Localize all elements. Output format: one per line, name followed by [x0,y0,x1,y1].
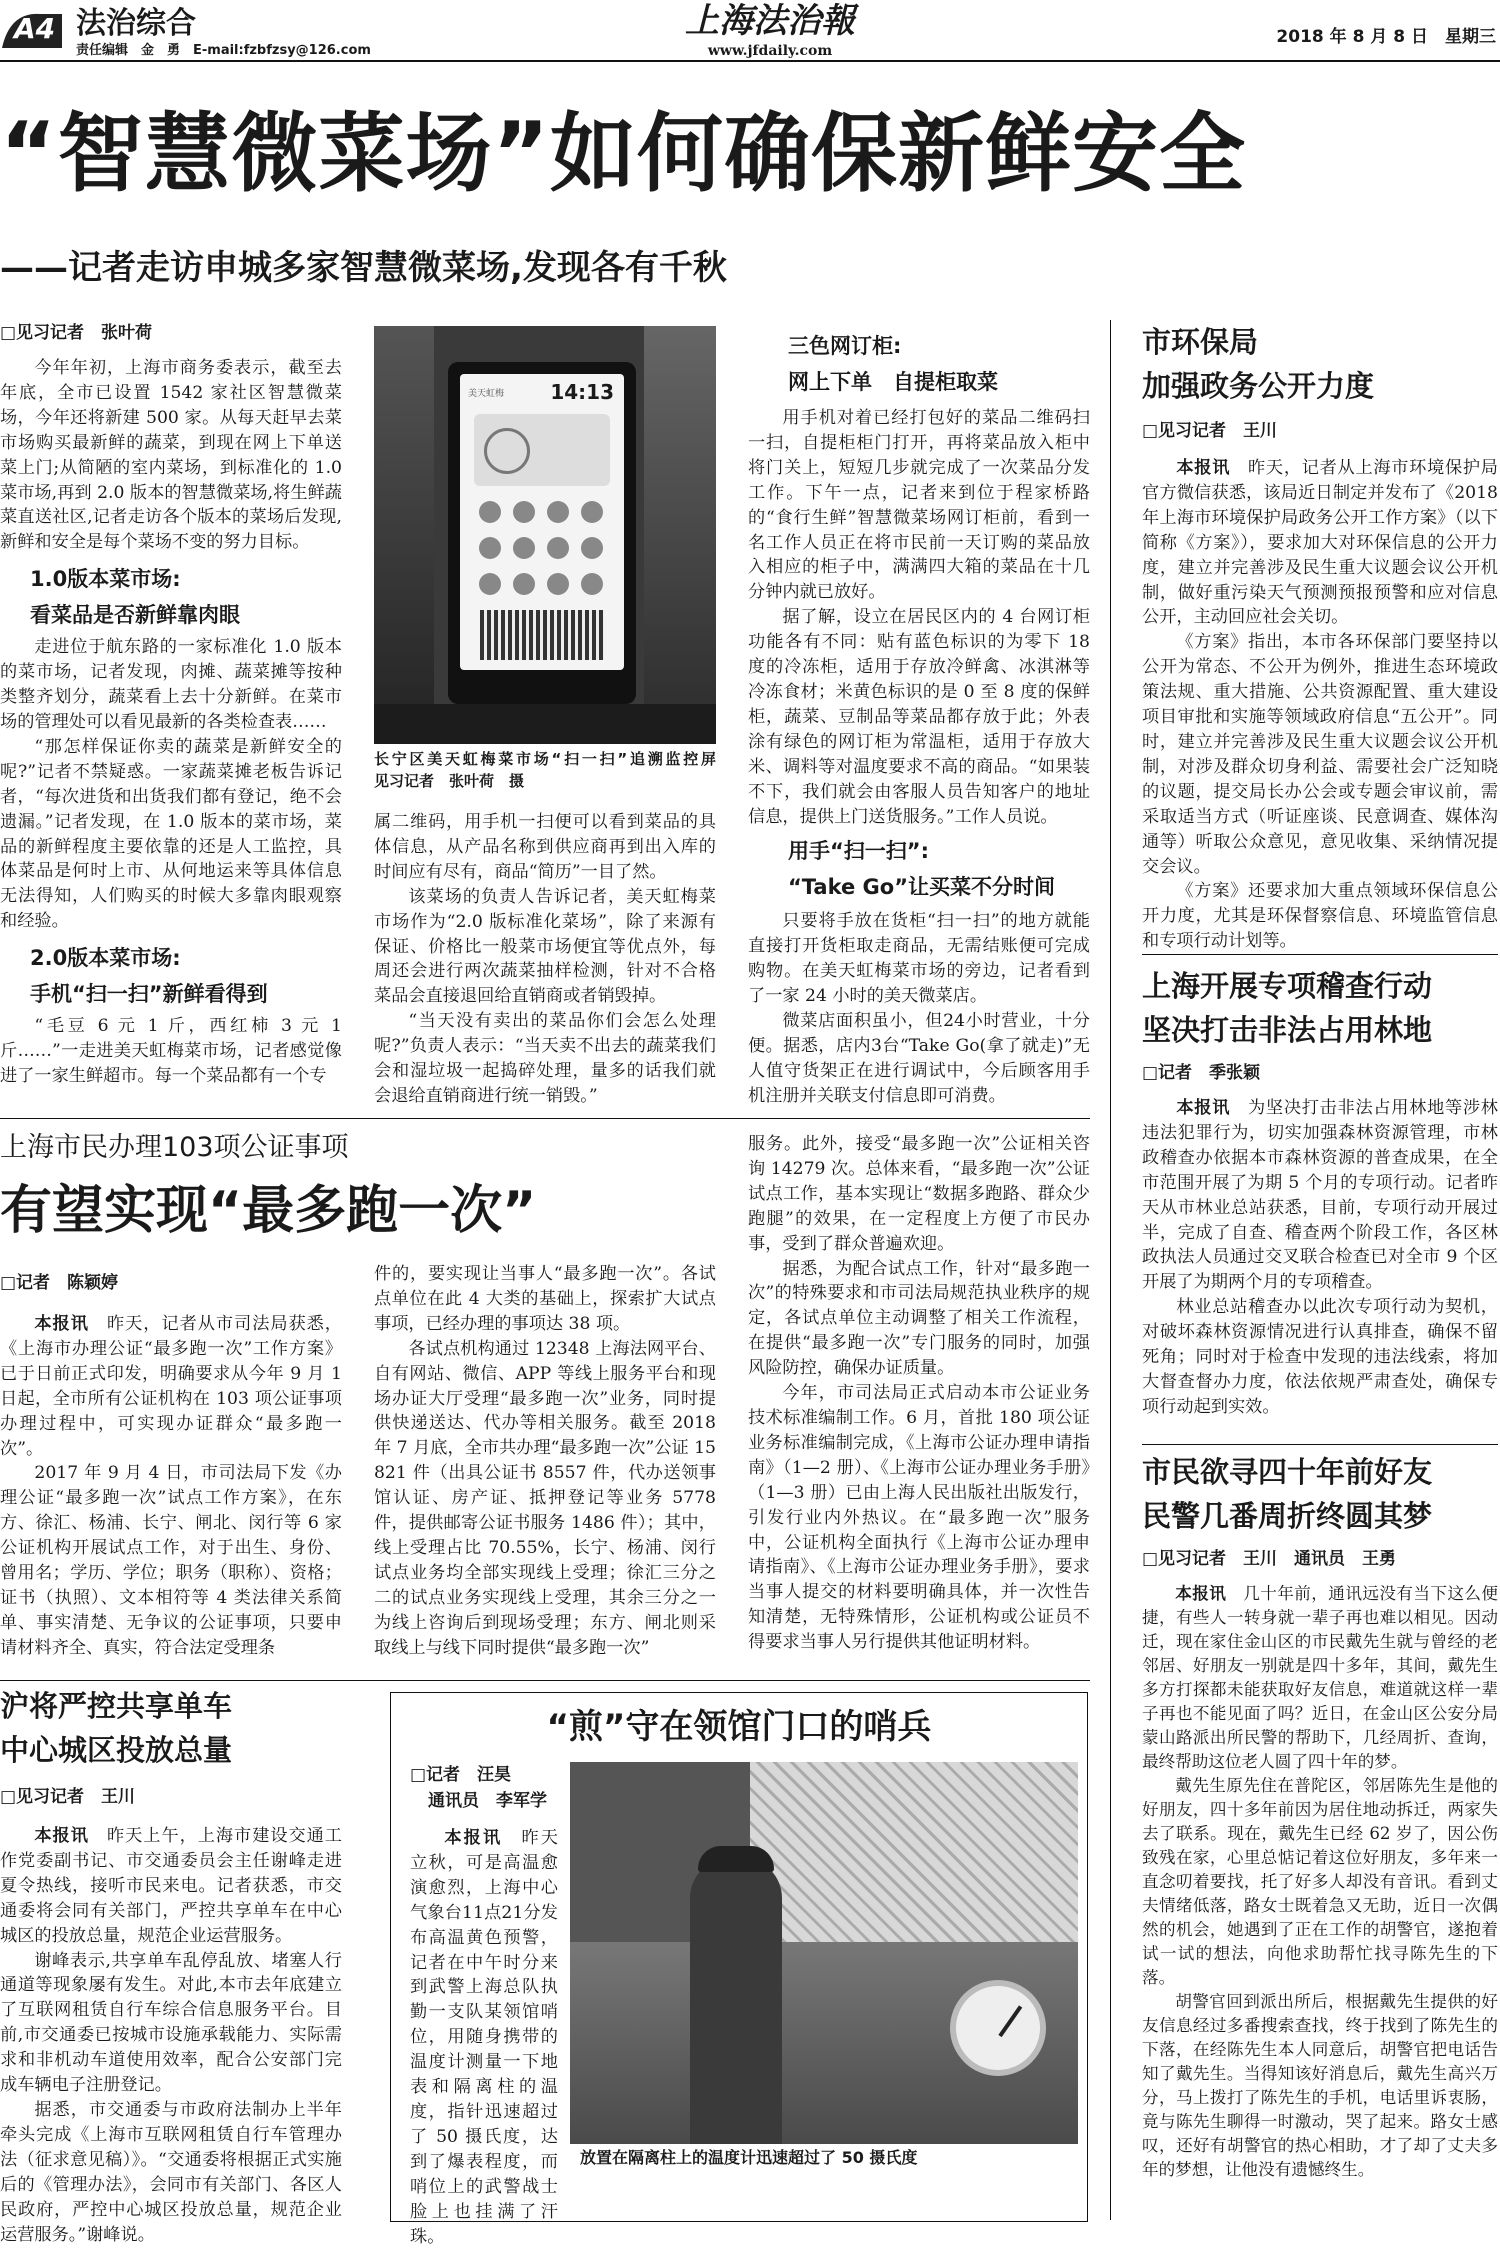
lead-label: 本报讯 [444,1828,503,1848]
screen-icon-grid [474,498,610,598]
right-article-2 [1142,964,1498,1420]
thermometer-needle [998,2005,1022,2037]
lead-label: 本报讯 [1176,1098,1231,1118]
banner-logo-icon [484,428,530,474]
friend-title-1: 市民欲寻四十年前好友 [1142,1455,1433,1489]
paragraph: 今年，市司法局正式启动本市公证业务技术标准编制工作。6 月，首批 180 项公证业务标准编制完成，《上海市公证办理申请指南》（1—2 册）、《上海市公证办理业务手册》（1—3 册）已由上海人民出版社出版发行，引发行业内外热议。在“最多跑一次”服务中，公证机构全面执行《上海市公证办理申请指南》、《上海市公证办理业务手册》，要求当事人提交的材料要明确具体，并一次性告知清楚，无特殊情形，公证机构或公证员不得要求当事人另行提供其他证明材料。 [748,1383,1090,1653]
paragraph: 昨天立秋，可是高温愈演愈烈，上海中心气象台11点21分发布高温黄色预警，记者在中午时分来到武警上海总队执勤一支队某领馆哨位，用随身携带的温度计测量一下地表和隔离柱的温度，指针迅速超过了 50 摄氏度，达到了爆表程度，而哨位上的武警战士脸上也挂满了汗珠。 [410,1828,558,2247]
caption-text: 长宁区美天虹梅菜市场“扫一扫”追溯监控屏 见习记者 张叶荷 摄 [374,750,777,790]
sentry-figure [690,1858,782,2172]
section-title: 法治综合 [76,6,196,41]
subhead-2a: 2.0版本菜市场: [30,946,181,971]
bike-text [0,1824,342,2247]
subhead-4a: 用手“扫一扫”: [788,839,930,864]
sentry-cap [698,1846,774,1872]
paragraph: 《方案》指出，本市各环保部门要坚持以公开为常态、不公开为例外，推进生态环境政策法规、重大措施、公共资源配置、重大建设项目审批和实施等领域政府信息“五公开”。同时，建立并完善涉及民生重大议题会议公开机制，对涉及群众切身利益、需要社会广泛知晓的议题，提交局长办公会或专题会审议前，需采取适当方式（听证座谈、民意调查、媒体沟通等）听取公众意见，意见收集、采纳情况提交会议。 [1142,632,1498,877]
screen-qr-icon [480,610,604,660]
main-byline: □见习记者 张叶荷 [0,323,153,343]
env-text [1142,456,1498,954]
paragraph: 据了解，设立在居民区内的 4 台网订柜功能各有不同：贴有蓝色标识的为零下 18 度的冷冻柜，适用于存放冷鲜禽、冰淇淋等冷冻食材；米黄色标识的是 0 至 8 度的保鲜柜，蔬菜、豆制品等菜品都存放于此；外表涂有绿色的网订柜为常温柜，适用于存放大米、调料等对温度要求不高的商品。“如果装不下，我们就会由客服人员告知客户的地址信息，提供上门送货服务。”工作人员说。 [748,607,1090,827]
screen-title: 美天虹梅 [468,389,505,399]
right-article-1 [1142,320,1498,954]
sentry-photo [570,1762,1078,2172]
subhead-1a: 1.0版本菜市场: [30,567,181,592]
forest-title-1: 上海开展专项稽查行动 [1142,969,1433,1003]
paragraph: 微菜店面积虽小，但24小时营业，十分便。据悉，店内3台“Take Go(拿了就走)”无人值守货架正在进行调试中，今后顾客用手机注册并关联支付信息即可消费。 [748,1011,1090,1106]
main-text-col1 [0,356,342,555]
friend-title-2: 民警几番周折终圆其梦 [1142,1499,1433,1533]
header-rule [0,60,1500,62]
main-text-col1-c [0,1014,342,1089]
paragraph: 该菜场的负责人告诉记者，美天虹梅菜市场作为“2.0 版标准化菜场”，除了来源有保证、价格比一般菜市场便宜等优点外，每周还会进行两次蔬菜抽样检测，针对不合格菜品会直接退回给直销商或者销毁掉。 [374,886,716,1007]
issue-date: 2018 年 8 月 8 日 星期三 [1276,27,1496,47]
env-title-1: 市环保局 [1142,325,1259,359]
paragraph: “当天没有卖出的菜品你们会怎么处理呢?”负责人表示：“当天卖不出去的蔬菜我们会和湿垃圾一起捣碎处理，量多的话我们就会退给直销商进行统一销毁。” [374,1011,716,1106]
divider-right-1 [1142,954,1498,955]
paragraph: 胡警官回到派出所后，根据戴先生提供的好友信息经过多番搜索查找，终于找到了陈先生的下落，在经陈先生本人同意后，胡警官把电话告知了戴先生。当得知该好消息后，戴先生高兴万分，马上拨打了陈先生的手机，电话里诉衷肠，竟与陈先生聊得一时激动，哭了起来。路女士感叹，还好有胡警官的热心相助，才了却了丈夫多年的梦想，让他没有遗憾终生。 [1142,1992,1498,2179]
bike-byline: □见习记者 王川 [0,1787,136,1807]
website-url: www.jfdaily.com [707,43,833,59]
paragraph: 戴先生原先住在普陀区，邻居陈先生是他的好朋友，四十多年前因为居住地动拆迁，两家失去了联系。现在，戴先生已经 62 岁了，因公伤致残在家，心里总惦记着这位好朋友，多年来一直念叨着要找，托了好多人却没有音讯。看到丈夫情绪低落，路女士既着急又无助，近日一次偶然的机会，她遇到了正在工作的胡警官，遂抱着试一试的想法，向他求助帮忙找寻陈先生的下落。 [1142,1776,1498,1987]
main-text-col1-b [0,635,342,934]
heat-byline-1: □记者 汪昊 [410,1765,512,1785]
divider-main-bottom [0,1118,1090,1119]
notary-kicker: 上海市民办理103项公证事项 [0,1132,349,1163]
page-number: A4 [14,12,56,45]
screen-banner [474,414,610,486]
screen-icons [474,498,610,598]
divider-right-column [1110,320,1111,2220]
heat-text [410,1826,558,2249]
bike-title-1: 沪将严控共享单车 [0,1689,233,1723]
forest-title-2: 坚决打击非法占用林地 [1142,1013,1433,1047]
paragraph: 林业总站稽查办以此次专项行动为契机，对破坏森林资源情况进行认真排查，确保不留死角；同时对于检查中发现的违法线索，将加大督查督办力度，依法依规严肃查处，确保专项行动起到实效。 [1142,1297,1498,1417]
env-title-2: 加强政务公开力度 [1142,369,1375,403]
subhead-1b: 看菜品是否新鲜靠肉眼 [30,603,240,628]
env-byline: □见习记者 王川 [1142,421,1278,441]
main-headline: “智慧微菜场”如何确保新鲜安全 [0,104,1247,204]
sentry-photo-caption: 放置在隔离柱上的温度计迅速超过了 50 摄氏度 [580,2148,918,2167]
main-text-col3 [748,406,1090,829]
lead-label: 本报讯 [34,1826,89,1846]
notary-col3 [748,1132,1090,1655]
divider-notary-bottom [0,1680,1090,1681]
notary-headline: 有望实现“最多跑一次” [0,1181,537,1241]
notary-col1 [0,1312,342,1661]
right-article-3 [1142,1450,1498,2182]
paragraph: 几十年前，通讯远没有当下这么便捷，有些人一转身就一辈子再也难以相见。因动迁，现在家住金山区的市民戴先生就与曾经的老邻居、好朋友一别就是四十多年，其间，戴先生多方打探都未能获取好友信息，难道就这样一辈子再也不能见面了吗？近日，在金山区公安分局蒙山路派出所民警的帮助下，几经周折、查询，最终帮助这位老人圆了四十年的梦。 [1142,1584,1499,1771]
bike-title-2: 中心城区投放总量 [0,1733,233,1767]
lead-label: 本报讯 [34,1314,89,1334]
main-article-col3 [748,330,1090,1109]
paragraph: 今年年初，上海市商务委表示，截至去年底，全市已设置 1542 家社区智慧微菜场，今年还将新建 500 家。从每天赶早去菜市场购买最新鲜的蔬菜，到现在网上下单送菜上门;从简陋的室内菜场，到标准化的 1.0 菜市场,再到 2.0 版本的智慧微菜场,将生鲜蔬菜直送社区,记者走访各个版本的菜场后发现,新鲜和安全是每个菜场不变的努力目标。 [0,358,342,553]
paragraph: 据悉，为配合试点工作，针对“最多跑一次”的特殊要求和市司法局规范执业秩序的规定，各试点单位主动调整了相关工作流程，在提供“最多跑一次”专门服务的同时，加强风险防控，确保办证质量。 [748,1258,1090,1379]
main-text-col2 [374,810,716,1109]
photo-left-shelf [374,326,434,744]
editor-line: 责任编辑 金 勇 E-mail:fzbfzsy@126.com [76,43,371,58]
paragraph: “毛豆 6 元 1 斤，西红柿 3 元 1 斤……”一走进美天虹梅菜市场，记者感觉像进了一家生鲜超市。每一个菜品都有一个专 [0,1016,342,1086]
forest-text [1142,1096,1498,1420]
photo-floor [374,704,716,744]
masthead: 上海法治報 [685,1,855,41]
lead-label: 本报讯 [1176,458,1231,478]
paragraph: 走进位于航东路的一家标准化 1.0 版本的菜市场，记者发现，肉摊、蔬菜摊等按种类整齐划分，蔬菜看上去十分新鲜。在菜市场的管理处可以看见最新的各类检查表…… [0,637,342,732]
heat-title: “煎”守在领馆门口的哨兵 [546,1707,932,1747]
friend-text [1142,1582,1498,2182]
divider-right-2 [1142,1444,1498,1445]
subhead-4b: “Take Go”让买菜不分时间 [788,875,1056,900]
paragraph: 据悉，市交通委与市政府法制办上半年牵头完成《上海市互联网租赁自行车管理办法（征求意见稿）》。“交通委将根据正式实施后的《管理办法》，会同市有关部门、各区人民政府，严控中心城区投放总量，规范企业运营服务。”谢峰说。 [0,2099,342,2245]
paragraph: 各试点机构通过 12348 上海法网平台、自有网站、微信、APP 等线上服务平台和现场办证大厅受理“最多跑一次”业务，同时提供快递送达、代办等相关服务。截至 2018 年 7 月底，全市共办理“最多跑一次”公证 15821 件（出具公证书 8557 件，代办送领事馆认证、房产证、抵押登记等业务 5778 件，提供邮寄公证书服务 1486 件）；其中，线上受理占比 70.55%，长宁、杨浦、闵行试点业务均全部实现线上受理；徐汇三分之二的试点业务实现线上受理，其余三分之一为线上咨询后到现场受理；东方、闸北则采取线上与线下同时提供“最多跑一次” [374,1338,716,1658]
lead-label: 本报讯 [1175,1584,1227,1603]
notary-byline: □记者 陈颖婷 [0,1273,119,1293]
notary-col2 [374,1262,716,1661]
paragraph: 《方案》还要求加大重点领域环保信息公开力度，尤其是环保督察信息、环境监管信息和专项行动计划等。 [1142,881,1498,952]
paragraph: “那怎样保证你卖的蔬菜是新鲜安全的呢?”记者不禁疑惑。一家蔬菜摊老板告诉记者，“每次进货和出货我们都有登记，绝不会遗漏。”记者发现，在 1.0 版本的菜市场，菜品的新鲜程度主要依靠的还是人工监控，具体菜品是何时上市、从何地运来等具体信息无法得知，人们购买的时候大多靠肉眼观察和经验。 [0,736,342,932]
photo-right-shelf [644,326,716,744]
main-article-col1 [0,320,342,1089]
paragraph: 用手机对着已经打包好的菜品二维码扫一扫，自提柜柜门打开，再将菜品放入柜中将门关上，短短几步就完成了一次菜品分发工作。下午一点，记者来到位于程家桥路的“食行生鲜”智慧微菜场网订柜前，看到一名工作人员正在将市民前一天订购的菜品放入相应的柜子中，满满四大箱的菜品在十几分钟内就已放好。 [748,408,1090,603]
screen-time: 14:13 [550,380,614,404]
paragraph: 昨天上午，上海市建设交通工作党委副书记、市交通委员会主任谢峰走进夏令热线，接听市民来电。记者获悉，市交通委将会同有关部门，严控共享单车在中心城区的投放总量，规范企业运营服务。 [0,1826,342,1946]
paragraph: 昨天，记者从上海市环境保护局官方微信获悉，该局近日制定并发布了《2018 年上海市环境保护局政务公开工作方案》（以下简称《方案》），要求加大对环保信息的公开力度，建立并完善涉及民生重大议题会议公开机制，做好重污染天气预测预报预警和应对信息公开，主动回应社会关切。 [1142,458,1498,628]
main-text-col3-b [748,909,1090,1108]
subhead-2b: 手机“扫一扫”新鲜看得到 [30,982,268,1007]
thermometer-icon [950,1980,1046,2076]
paragraph: 只要将手放在货柜“扫一扫”的地方就能直接打开货柜取走商品，无需结账便可完成购物。在美天虹梅菜市场的旁边，记者看到了一家 24 小时的美天微菜店。 [748,911,1090,1007]
forest-byline: □记者 季张颖 [1142,1063,1261,1083]
market-photo [374,326,716,744]
friend-byline: □见习记者 王川 通讯员 王勇 [1142,1549,1397,1569]
paragraph: 2017 年 9 月 4 日，市司法局下发《办理公证“最多跑一次”试点工作方案》，在东方、徐汇、杨浦、长宁、闸北、闵行等 6 家公证机构开展试点工作，对于出生、身份、曾用名；学历、学位；职务（职称）、资格；证书（执照）、文本相符等 4 类法律关系简单、事实清楚、无争议的公证事项，只要申请材料齐全、真实，符合法定受理条 [0,1463,342,1658]
subhead-3b: 网上下单 自提柜取菜 [788,370,998,394]
paragraph: 件的，要实现让当事人“最多跑一次”。各试点单位在此 4 大类的基础上，探索扩大试点事项，已经办理的事项达 38 项。 [374,1264,716,1334]
subhead-3a: 三色网订柜: [788,334,902,358]
paragraph: 属二维码，用手机一扫便可以看到菜品的具体信息，从产品名称到供应商再到出入库的时间应有尽有，商品“简历”一目了然。 [374,812,716,882]
paragraph: 昨天，记者从市司法局获悉，《上海市办理公证“最多跑一次”工作方案》已于日前正式印发，明确要求从今年 9 月 1 日起，全市所有公证机构在 103 项公证事项办理过程中，可实现办证群众“最多跑一次”。 [0,1314,342,1459]
page-number-badge [0,8,66,50]
market-photo-caption [374,748,777,792]
paragraph: 谢峰表示,共享单车乱停乱放、堵塞人行通道等现象屡有发生。对此,本市去年底建立了互联网租赁自行车综合信息服务平台。目前,市交通委已按城市设施承载能力、实际需求和非机动车道使用效率，配合公安部门完成车辆电子注册登记。 [0,1950,342,2096]
kiosk-screen [460,374,624,670]
paragraph: 服务。此外，接受“最多跑一次”公证相关咨询 14279 次。总体来看，“最多跑一次”公证试点工作，基本实现让“数据多跑路、群众少跑腿”的效果，在一定程度上方便了市民办事，受到了群众普遍欢迎。 [748,1134,1090,1254]
heat-byline-2: 通讯员 李军学 [428,1791,547,1811]
main-subhead: ——记者走访申城多家智慧微菜场,发现各有千秋 [0,248,727,288]
paragraph: 为坚决打击非法占用林地等涉林违法犯罪行为，切实加强森林资源管理，市林政稽查办依据本市森林资源的普查成果，在全市范围开展了为期 5 个月的专项行动。记者昨天从市林业总站获悉，目前，专项行动开展过半，完成了自查、稽查两个阶段工作，各区林政执法人员通过交叉联合检查已对全市 9 个区开展了为期两个月的专项稽查。 [1142,1098,1498,1293]
